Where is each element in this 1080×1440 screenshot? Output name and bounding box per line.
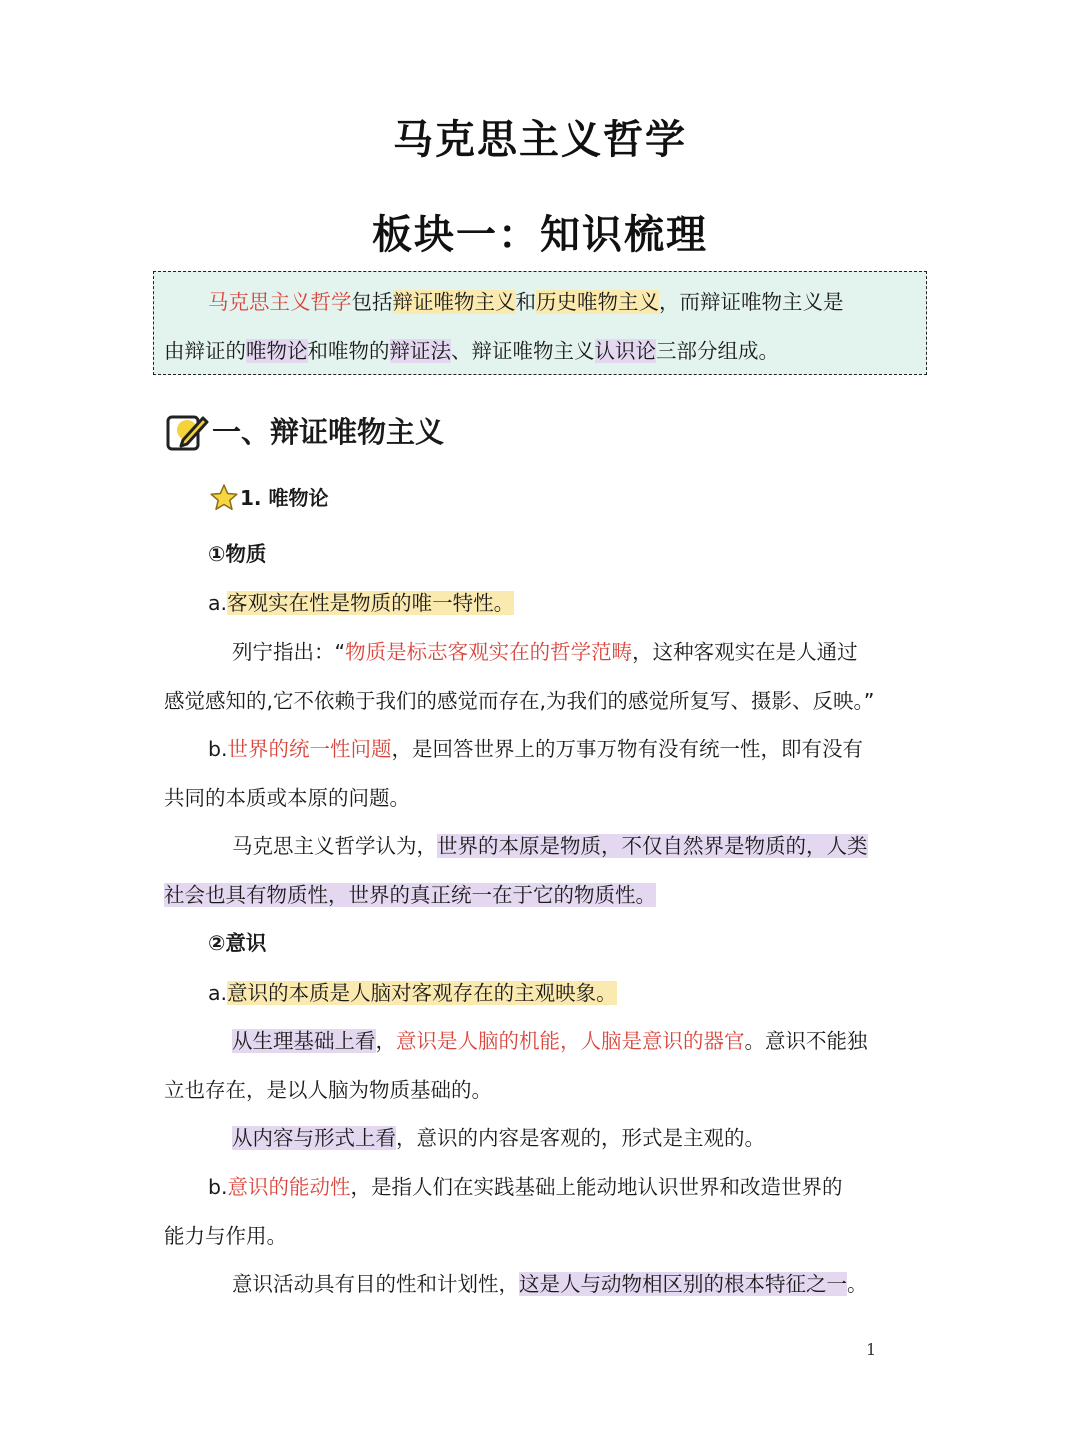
highlight-text: 从内容与形式上看 — [232, 1126, 396, 1150]
consciousness-a-line — [208, 977, 617, 1009]
highlight-text: 从生理基础上看 — [232, 1029, 376, 1053]
edit-note-icon — [165, 410, 209, 454]
body-text: 马克思主义哲学认为， — [232, 834, 437, 858]
matter-heading: ①物质 — [208, 542, 267, 566]
summary-text: 和 — [515, 290, 536, 314]
summary-text: 和唯物的 — [307, 339, 390, 363]
red-text: 世界的统一性问题 — [227, 737, 392, 761]
red-text: 意识的能动性 — [227, 1175, 351, 1199]
summary-text: 三部分组成。 — [656, 339, 779, 363]
summary-line-1 — [208, 285, 844, 315]
body-text: ， — [375, 1029, 396, 1053]
summary-box — [153, 271, 927, 375]
highlight-text: 社会也具有物质性，世界的真正统一在于它的物质性。 — [164, 883, 656, 907]
consciousness-b-line-1 — [208, 1171, 843, 1203]
red-text: 物质是标志客观实在的哲学范畴 — [345, 640, 633, 664]
physiology-line-1 — [232, 1025, 868, 1057]
term-marxist-philosophy: 马克思主义哲学 — [208, 290, 352, 314]
body-text: 意识活动具有目的性和计划性， — [232, 1272, 519, 1296]
lenin-line-2: 感觉感知的,它不依赖于我们的感觉而存在,为我们的感觉所复写、摄影、反映。” — [164, 689, 875, 713]
term-epistemology: 认识论 — [594, 339, 656, 363]
highlight-text: 世界的本原是物质，不仅自然界是物质的，人类 — [437, 834, 868, 858]
item-label: b. — [208, 737, 228, 761]
term-dialectics: 辩证法 — [389, 339, 451, 363]
page-number: 1 — [866, 1340, 877, 1359]
term-dialectical-materialism: 辩证唯物主义 — [392, 290, 516, 314]
body-text: ，意识的内容是客观的，形式是主观的。 — [396, 1126, 765, 1150]
summary-text: 由辩证的 — [164, 339, 246, 363]
star-icon — [209, 483, 239, 513]
item-label: b. — [208, 1175, 228, 1199]
term-historical-materialism: 历史唯物主义 — [536, 290, 659, 314]
consciousness-heading: ②意识 — [208, 931, 267, 955]
matter-a-line — [208, 587, 514, 619]
highlight-text: 这是人与动物相区别的根本特征之一 — [519, 1272, 847, 1296]
matter-b-line-1 — [208, 733, 863, 765]
consciousness-b-line-2: 能力与作用。 — [164, 1224, 287, 1248]
activity-line — [232, 1268, 868, 1300]
body-text: ，这种客观实在是人通过 — [632, 640, 858, 664]
physiology-line-2: 立也存在，是以人脑为物质基础的。 — [164, 1078, 492, 1102]
subsection-heading: 1. 唯物论 — [240, 486, 329, 510]
marxism-line-1 — [232, 830, 868, 862]
summary-text: ，而辩证唯物主义是 — [659, 290, 844, 314]
highlight-text: 客观实在性是物质的唯一特性。 — [227, 591, 515, 615]
body-text: ，是回答世界上的万事万物有没有统一性，即有没有 — [391, 737, 864, 761]
body-text: ，是指人们在实践基础上能动地认识世界和改造世界的 — [350, 1175, 843, 1199]
form-line — [232, 1122, 765, 1154]
red-text: 意识是人脑的机能，人脑是意识的器官 — [396, 1029, 745, 1053]
highlight-text: 意识的本质是人脑对客观存在的主观映象。 — [227, 981, 617, 1005]
matter-b-line-2: 共同的本质或本原的问题。 — [164, 786, 410, 810]
page-title: 马克思主义哲学 — [393, 117, 687, 163]
item-label: a. — [208, 591, 228, 615]
summary-line-2 — [164, 334, 779, 364]
lenin-line-1 — [232, 636, 858, 668]
term-materialism: 唯物论 — [246, 339, 308, 363]
summary-text: 、辩证唯物主义 — [451, 339, 595, 363]
body-text: 。意识不能独 — [744, 1029, 868, 1053]
body-text: 。 — [847, 1272, 868, 1296]
page-subtitle: 板块一：知识梳理 — [372, 212, 708, 258]
marxism-line-2 — [164, 879, 656, 911]
item-label: a. — [208, 981, 228, 1005]
section-heading: 一、辩证唯物主义 — [212, 415, 445, 449]
summary-text: 包括 — [351, 290, 393, 314]
body-text: 列宁指出：“ — [232, 640, 346, 664]
